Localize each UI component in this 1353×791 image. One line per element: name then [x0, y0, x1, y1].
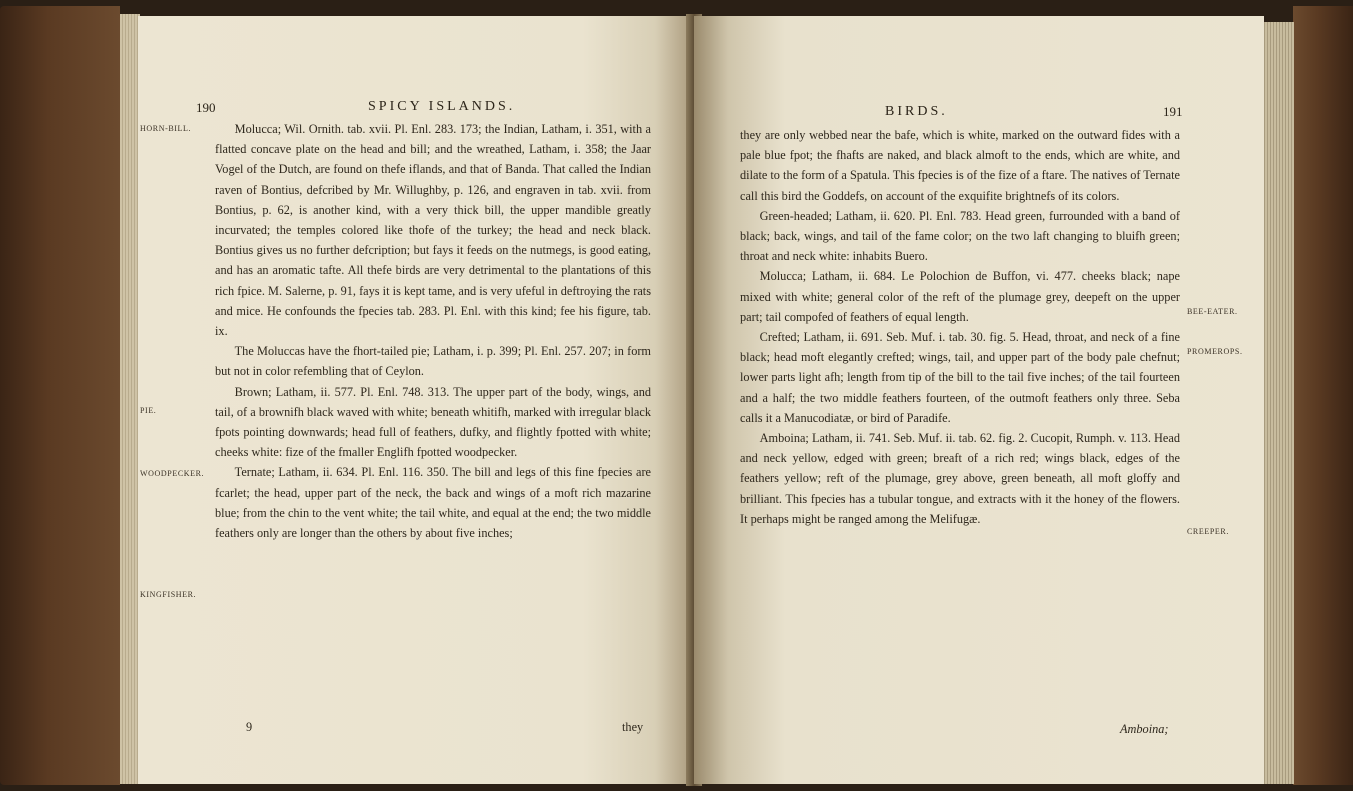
- left-cover-edge: [0, 6, 120, 785]
- margin-note-horn-bill: HORN-BILL.: [140, 124, 192, 133]
- right-page-number: 191: [1163, 104, 1183, 119]
- left-page-body: [215, 119, 651, 543]
- left-running-head: SPICY ISLANDS.: [368, 99, 516, 114]
- right-running-head: BIRDS.: [885, 104, 948, 119]
- left-page-number: 190: [196, 100, 216, 115]
- paragraph-pie: The Moluccas have the fhort-tailed pie; Latham, i. p. 399; Pl. Enl. 257. 207; in form but not in color refembling that of Ceylon.: [215, 344, 651, 379]
- paragraph-creeper: Amboina; Latham, ii. 741. Seb. Muf. ii. tab. 62. fig. 2. Cucopit, Rumph. v. 113. Head and neck yellow, edged with green; breaft of a rich red; wings black, edges of the feathers yellow; reft of the plumage, grey above, green beneath, all moft gloffy and brilliant. This fpecies has a tubular tongue, and extracts with it the honey of the flowers. It perhaps might be ranged among the Melifugæ.: [740, 431, 1180, 526]
- margin-note-bee-eater: BEE-EATER.: [1187, 307, 1238, 316]
- margin-note-promerops: PROMEROPS.: [1187, 347, 1243, 356]
- paragraph-green-headed: Green-headed; Latham, ii. 620. Pl. Enl. 783. Head green, furrounded with a band of black; back, wings, and tail of the fame color; on the two laft changing to bluifh green; throat and neck white: inhabits Buero.: [740, 208, 1180, 264]
- paragraph-bee-eater: Molucca; Latham, ii. 684. Le Polochion de Buffon, vi. 477. cheeks black; nape mixed with white; general color of the reft of the plumage grey, deepeft on the upper part; tail compofed of feathers of equal length.: [740, 269, 1180, 324]
- left-page-stack: [120, 14, 140, 784]
- margin-note-pie: PIE.: [140, 406, 157, 415]
- margin-note-creeper: CREEPER.: [1187, 527, 1229, 536]
- paragraph-woodpecker: Brown; Latham, ii. 577. Pl. Enl. 748. 313. The upper part of the body, wings, and tail, of a brownifh black waved with white; beneath whitifh, marked with irregular black fpots pointing downwards; head full of feathers, dufky, and flightly fpotted with white; cheeks white: fize of the fmaller Englifh fpotted woodpecker.: [215, 384, 651, 460]
- margin-note-kingfisher: KINGFISHER.: [140, 590, 197, 599]
- right-catchword: Amboina;: [1120, 722, 1169, 736]
- paragraph-promerops: Crefted; Latham, ii. 691. Seb. Muf. i. tab. 30. fig. 5. Head, throat, and neck of a fine black; head moft elegantly crefted; wings, tail, and upper part of the body pale chefnut; lower parts light afh; length from tip of the bill to the tail five inches; of the tail fourteen and a half; the two middle feathers fourteen, of the outmoft feathers only three. Seba calls it a Manucodiatæ, or bird of Paradife.: [740, 330, 1180, 425]
- signature-mark: 9: [246, 720, 253, 734]
- paragraph-horn-bill: Molucca; Wil. Ornith. tab. xvii. Pl. Enl. 283. 173; the Indian, Latham, i. 351, with a flatted concave plate on the head and bill; and the wreathed, Latham, i. 358; the Jaar Vogel of the Dutch, are found on thefe iflands, and that of Banda. That called the Indian raven of Bontius, defcribed by Mr. Willughby, p. 126, and engraven in tab. xvii. from Bontius, p. 62, is another kind, with a very thick bill, the upper mandible greatly incurvated; the temples colored like thofe of the turkey; the head and neck black. Bontius gives us no further defcription; but fays it feeds on the nutmegs, is good eating, and has an aromatic tafte. All thefe birds are very detrimental to the plantations of this rich fpice. M. Salerne, p. 91, fays it is kept tame, and is very ufeful in deftroying the rats and mice. He confounds the fpecies tab. 283. Pl. Enl. with this kind; fee his figure, tab. ix.: [215, 122, 651, 339]
- right-page-body: [740, 125, 1180, 529]
- right-page-stack: [1262, 22, 1294, 784]
- paragraph-kingfisher: Ternate; Latham, ii. 634. Pl. Enl. 116. 350. The bill and legs of this fine fpecies are fcarlet; the head, upper part of the neck, the back and wings of a moft rich mazarine blue; from the chin to the vent white; the tail white, and equal at the end; the two middle feathers only are longer than the others by about five inches;: [215, 465, 651, 541]
- margin-note-woodpecker: WOODPECKER.: [140, 469, 205, 478]
- left-catchword: they: [622, 720, 644, 734]
- right-cover-edge: [1293, 6, 1353, 785]
- paragraph-continued: they are only webbed near the bafe, which is white, marked on the outward fides with a pale blue fpot; the fhafts are naked, and black almoft to the ends, which are white, and dilate to the form of a Spatula. This fpecies is of the fize of a ftare. The natives of Ternate call this bird the Goddefs, on account of the exquifite brightnefs of its colors.: [740, 128, 1180, 203]
